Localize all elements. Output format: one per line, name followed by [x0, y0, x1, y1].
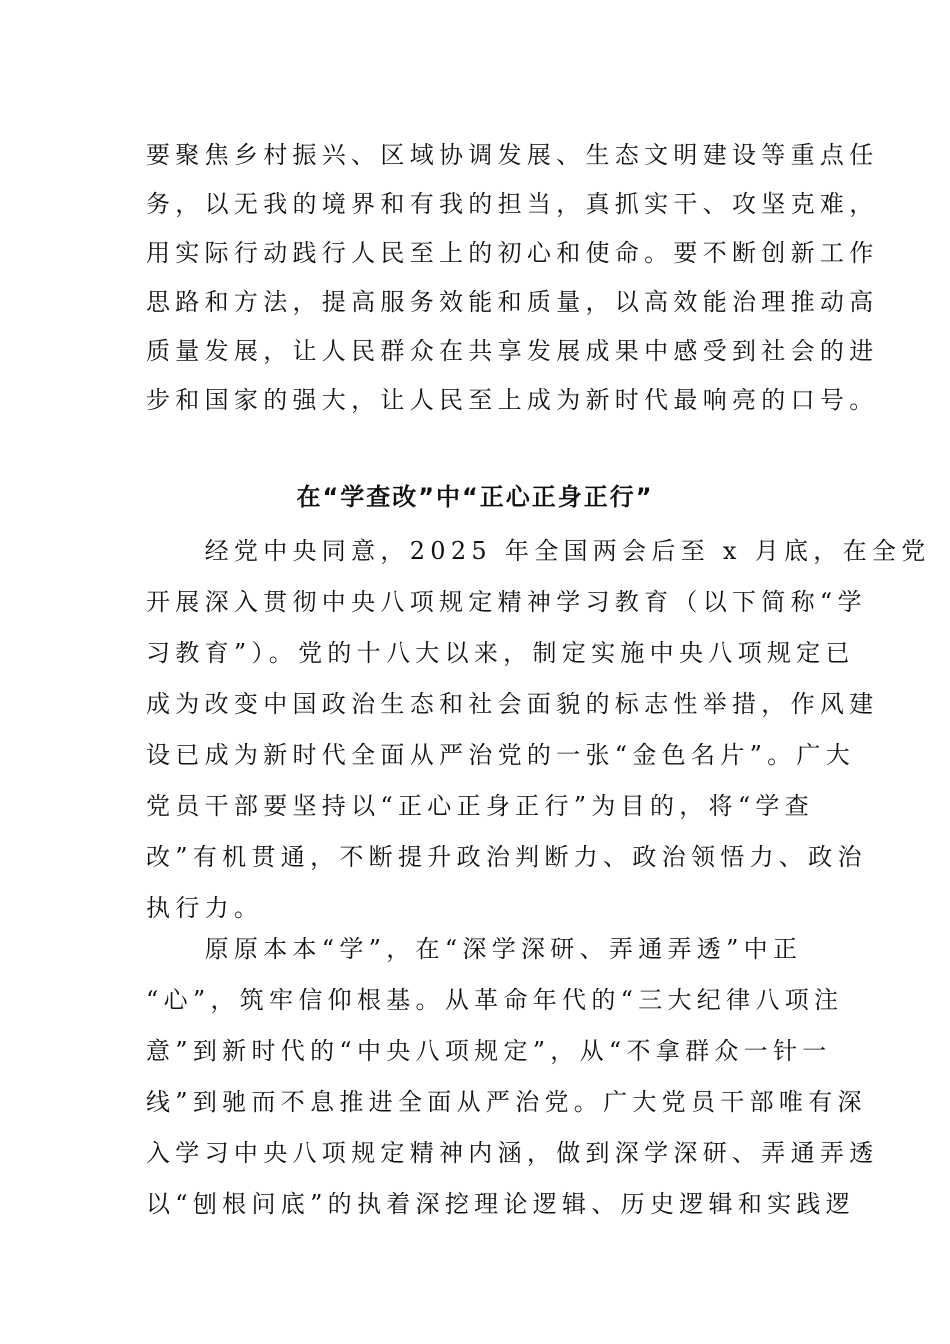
text-line: 成为改变中国政治生态和社会面貌的标志性举措，作风建	[146, 690, 879, 718]
text-line: 意”到新时代的“中央八项规定”，从“不拿群众一针一	[146, 1037, 832, 1065]
text-line: 习教育”）。党的十八大以来，制定实施中央八项规定已	[146, 639, 855, 667]
text-line: 党员干部要坚持以“正心正身正行”为目的，将“学查	[146, 792, 815, 820]
text-line: 务，以无我的境界和有我的担当，真抓实干、攻坚克难，	[146, 190, 879, 218]
text-line: “心”，筑牢信仰根基。从革命年代的“三大纪律八项注	[146, 986, 844, 1014]
text-line: 设已成为新时代全面从严治党的一张“金色名片”。广大	[146, 741, 856, 769]
text-line: 要聚焦乡村振兴、区域协调发展、生态文明建设等重点任	[146, 141, 879, 169]
text-line: 经党中央同意，2025 年全国两会后至 x 月底，在全党	[146, 537, 931, 565]
section-title: 在“学查改”中“正心正身正行”	[296, 483, 654, 511]
text-line: 思路和方法，提高服务效能和质量，以高效能治理推动高	[146, 288, 879, 316]
text-line: 线”到驰而不息推进全面从严治党。广大党员干部唯有深	[146, 1088, 867, 1116]
text-line: 原原本本“学”，在“深学深研、弄通弄透”中正	[146, 935, 803, 963]
text-line: 执行力。	[146, 894, 264, 922]
text-line: 入学习中央八项规定精神内涵，做到深学深研、弄通弄透	[146, 1139, 879, 1167]
text-line: 改”有机贯通，不断提升政治判断力、政治领悟力、政治	[146, 843, 867, 871]
text-line: 用实际行动践行人民至上的初心和使命。要不断创新工作	[146, 239, 879, 267]
text-line: 质量发展，让人民群众在共享发展成果中感受到社会的进	[146, 337, 879, 365]
text-line: 步和国家的强大，让人民至上成为新时代最响亮的口号。	[146, 386, 879, 414]
text-line: 以“刨根问底”的执着深挖理论逻辑、历史逻辑和实践逻	[146, 1190, 856, 1218]
text-line: 开展深入贯彻中央八项规定精神学习教育（以下简称“学	[146, 588, 867, 616]
